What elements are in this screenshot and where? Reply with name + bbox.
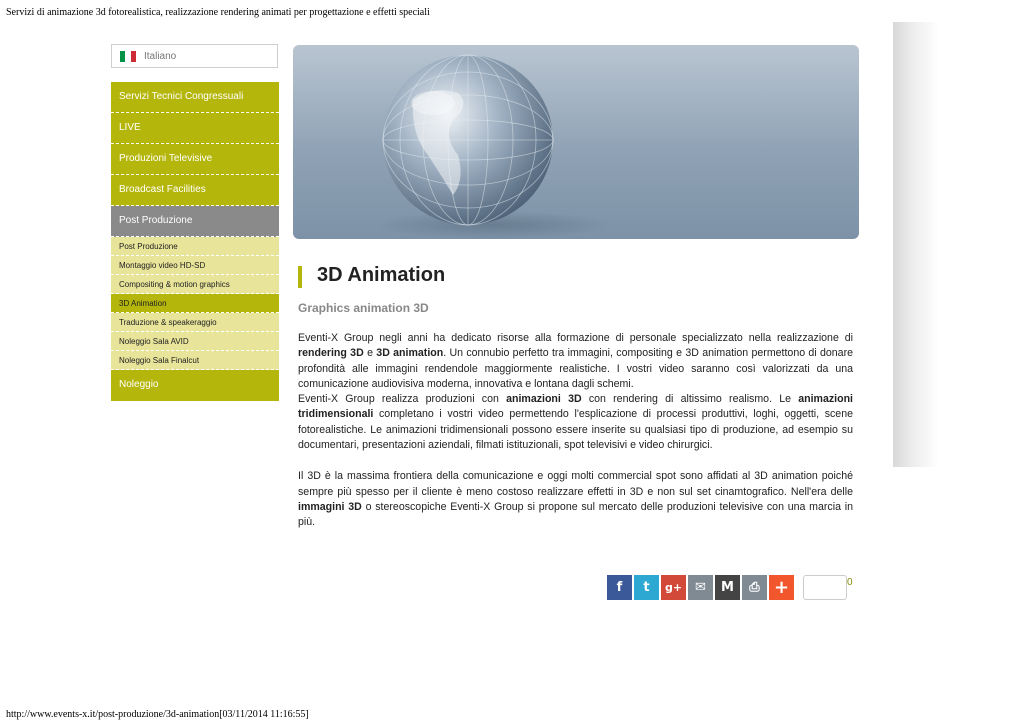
paragraph-3 xyxy=(298,469,853,530)
more-icon[interactable]: + xyxy=(769,575,794,600)
menu-item-servizi-tecnici[interactable]: Servizi Tecnici Congressuali xyxy=(111,82,279,113)
text-span: Il 3D è la massima frontiera della comunicazione e oggi molti commercial spot sono affidati al 3D animation poiché sempre più spesso per il cliente è meno costoso realizzare effetti in 3D e non sul set cinamtografico. Nell'era delle xyxy=(298,470,853,498)
sidebar-menu xyxy=(111,82,279,401)
text-span: completano i vostri video permettendo l'esplicazione di processi produttivi, loghi, oggetti, scene fotorealistiche. Le animazioni tridimensionali possono essere inserite su qualsiasi tipo di produzione, ad esempio su documentari, presentazioni aziendali, filmati istituzionali, spot televisivi e video chirurgici. xyxy=(298,408,853,452)
submenu-item-montaggio[interactable]: Montaggio video HD-SD xyxy=(111,256,279,275)
submenu-item-sala-avid[interactable]: Noleggio Sala AVID xyxy=(111,332,279,351)
share-counter-box xyxy=(803,575,847,600)
print-icon[interactable]: ⎙ xyxy=(742,575,767,600)
title-accent-bar xyxy=(298,266,302,288)
italy-flag-icon xyxy=(120,51,136,62)
bold-keyword: animazioni 3D xyxy=(506,393,582,406)
gmail-icon[interactable]: M xyxy=(715,575,740,600)
menu-item-noleggio[interactable]: Noleggio xyxy=(111,370,279,401)
hero-globe-image xyxy=(293,45,859,239)
page-subtitle: Graphics animation 3D xyxy=(298,301,429,315)
bold-keyword: immagini 3D xyxy=(298,500,362,513)
language-label: Italiano xyxy=(144,50,177,62)
text-span: . Un connubio perfetto tra immagini, compositing e 3D animation permettono di donare profondità alle immagini rendendole maggiormente realistiche. I vostri video saranno così valorizzati da una comunicazione audiovisiva moderna, innovativa e lontana dagli schemi. xyxy=(298,347,853,390)
print-footer: http://www.events-x.it/post-produzione/3d-animation[03/11/2014 11:16:55] xyxy=(6,709,309,720)
facebook-icon[interactable]: f xyxy=(607,575,632,600)
text-span: Eventi-X Group realizza produzioni con xyxy=(298,393,507,406)
page-title: 3D Animation xyxy=(317,264,446,286)
submenu-item-compositing[interactable]: Compositing & motion graphics xyxy=(111,275,279,294)
menu-item-post-produzione[interactable]: Post Produzione xyxy=(111,206,279,237)
menu-item-live[interactable]: LIVE xyxy=(111,113,279,144)
print-header: Servizi di animazione 3d fotorealistica, realizzazione rendering animati per progettazione e effetti speciali xyxy=(6,7,430,18)
text-span: e xyxy=(363,347,377,360)
bold-keyword: rendering 3D xyxy=(298,347,364,360)
globe-illustration xyxy=(293,45,859,239)
email-icon[interactable]: ✉ xyxy=(688,575,713,600)
page-shadow xyxy=(893,22,939,467)
text-span: con rendering di altissimo realismo. Le xyxy=(581,393,799,406)
submenu-item-post-produzione[interactable]: Post Produzione xyxy=(111,237,279,256)
paragraph-2 xyxy=(298,392,853,453)
menu-item-broadcast-facilities[interactable]: Broadcast Facilities xyxy=(111,175,279,206)
submenu-item-traduzione[interactable]: Traduzione & speakeraggio xyxy=(111,313,279,332)
language-selector[interactable] xyxy=(111,44,278,68)
paragraph-1 xyxy=(298,331,853,392)
share-bar xyxy=(607,575,794,600)
bold-keyword: 3D animation xyxy=(376,347,444,360)
text-span: o stereoscopiche Eventi-X Group si propone sul mercato delle produzioni televisive con una marcia in più. xyxy=(298,500,853,529)
article-body xyxy=(298,331,853,531)
menu-item-produzioni-televisive[interactable]: Produzioni Televisive xyxy=(111,144,279,175)
twitter-icon[interactable]: t xyxy=(634,575,659,600)
google-plus-icon[interactable]: g+ xyxy=(661,575,686,600)
submenu-item-3d-animation[interactable]: 3D Animation xyxy=(111,294,279,313)
text-span: Eventi-X Group negli anni ha dedicato risorse alla formazione di personale specializzato nella realizzazione di xyxy=(298,332,853,344)
submenu-item-sala-finalcut[interactable]: Noleggio Sala Finalcut xyxy=(111,351,279,370)
bold-keyword: animazioni tridimensionali xyxy=(298,393,853,421)
share-count: 0 xyxy=(847,577,853,588)
